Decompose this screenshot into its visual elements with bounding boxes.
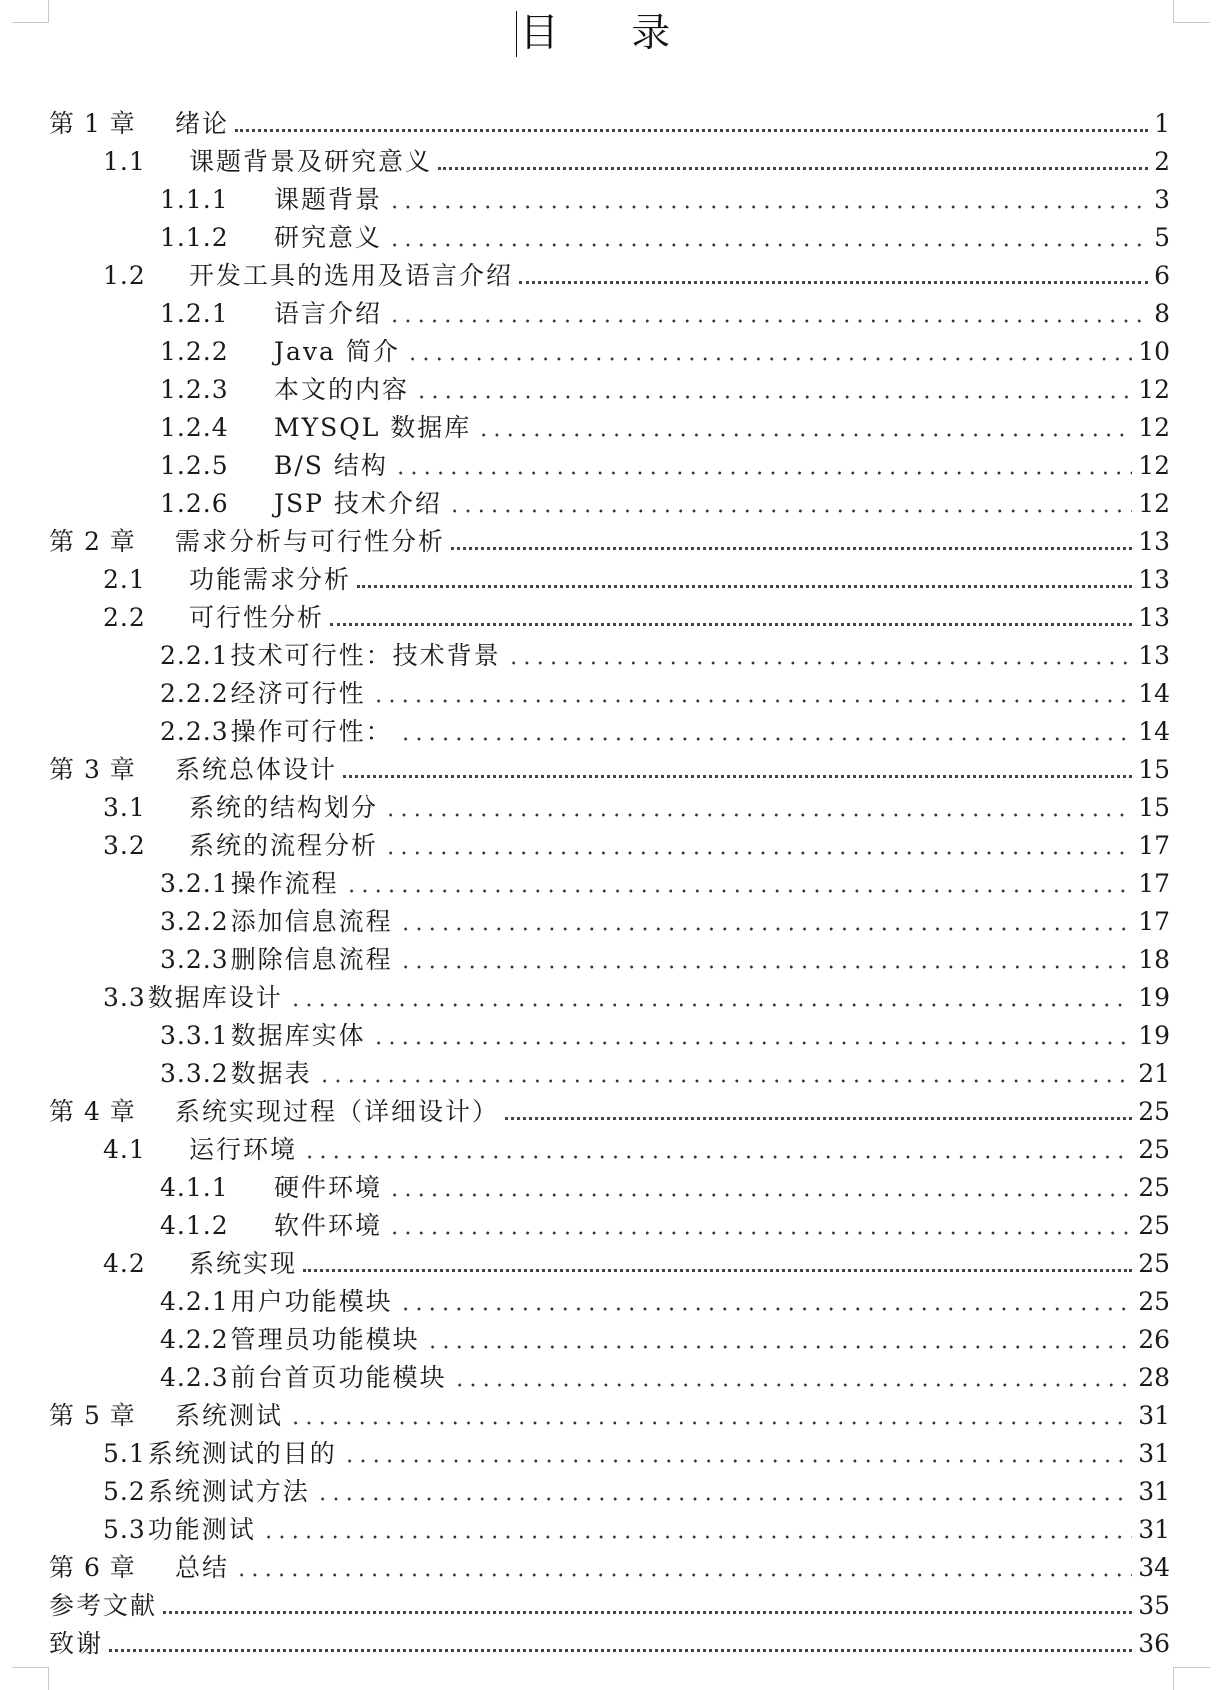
toc-page-number: 21 (1138, 1059, 1170, 1088)
toc-entry-number: 4.1.2 (160, 1211, 229, 1240)
toc-entry-title: 前台首页功能模块 (230, 1363, 447, 1392)
crop-mark-bottom-left (12, 1667, 49, 1690)
toc-entry-title: 总结 (175, 1553, 230, 1582)
toc-page-number: 8 (1154, 299, 1170, 328)
toc-dot-leader (394, 470, 1132, 476)
toc-entry-number: 1.2.2 (160, 337, 229, 366)
toc-entry-title: 开发工具的选用及语言介绍 (189, 261, 514, 290)
toc-entry[interactable] (0, 1508, 1218, 1546)
toc-entry-number: 2.2.2 (160, 679, 229, 708)
toc-entry-title: 数据库设计 (147, 983, 283, 1012)
toc-entry[interactable] (0, 976, 1218, 1014)
toc-entry-number: 1.1.1 (160, 185, 229, 214)
toc-dot-leader (505, 1109, 1132, 1120)
toc-entry-title: 需求分析与可行性分析 (175, 527, 446, 556)
toc-dot-leader (343, 767, 1132, 778)
toc-entry[interactable] (0, 824, 1218, 862)
toc-entry-number: 1.2.3 (160, 375, 229, 404)
toc-entry[interactable] (0, 1280, 1218, 1318)
toc-entry-title: 绪论 (175, 109, 230, 138)
toc-entry-title: 软件环境 (274, 1211, 383, 1240)
toc-entry-title: 删除信息流程 (230, 945, 393, 974)
toc-page-number: 13 (1138, 565, 1170, 594)
toc-page-number: 31 (1138, 1515, 1170, 1544)
toc-dot-leader (388, 1230, 1132, 1236)
page-title-text: 目 录 (519, 11, 701, 56)
toc-page-number: 25 (1138, 1287, 1170, 1316)
toc-entry-title: 数据库实体 (230, 1021, 366, 1050)
toc-entry[interactable] (0, 748, 1218, 786)
toc-dot-leader (477, 432, 1132, 438)
toc-entry[interactable] (0, 1356, 1218, 1394)
toc-entry-number: 1.2.4 (160, 413, 229, 442)
toc-entry-number: 1.1.2 (160, 223, 229, 252)
toc-entry[interactable] (0, 444, 1218, 482)
toc-page-number: 17 (1138, 831, 1170, 860)
toc-entry-title: 运行环境 (189, 1135, 298, 1164)
page-title[interactable] (518, 8, 700, 60)
toc-entry-number: 第 3 章 (49, 755, 136, 784)
toc-entry-title: 操作可行性： (230, 717, 393, 746)
toc-page-number: 15 (1138, 793, 1170, 822)
toc-entry[interactable] (0, 216, 1218, 254)
toc-entry-title: Java 简介 (274, 337, 400, 366)
toc-entry[interactable] (0, 1622, 1218, 1660)
toc-entry-title: 系统的流程分析 (189, 831, 379, 860)
toc-entry-title: 系统测试的目的 (147, 1439, 337, 1468)
toc-entry[interactable] (0, 900, 1218, 938)
toc-entry-title: 参考文献 (49, 1591, 158, 1620)
toc-dot-leader (399, 736, 1133, 742)
toc-entry-number: 3.2.2 (160, 907, 229, 936)
toc-entry-title: 功能需求分析 (189, 565, 352, 594)
toc-entry[interactable] (0, 786, 1218, 824)
toc-page-number: 26 (1138, 1325, 1170, 1354)
toc-entry-title: 操作流程 (230, 869, 339, 898)
toc-entry-title: 功能测试 (147, 1515, 256, 1544)
toc-entry-number: 5.3 (103, 1515, 146, 1544)
toc-page-number: 5 (1154, 223, 1170, 252)
toc-page-number: 15 (1138, 755, 1170, 784)
toc-entry-title: MYSQL 数据库 (274, 413, 472, 442)
toc-dot-leader (163, 1603, 1132, 1614)
toc-page-number: 10 (1138, 337, 1170, 366)
toc-page-number: 34 (1138, 1553, 1170, 1582)
toc-entry-number: 第 4 章 (49, 1097, 136, 1126)
toc-entry[interactable] (0, 1204, 1218, 1242)
toc-entry-number: 3.3.1 (160, 1021, 229, 1050)
toc-entry-number: 2.2 (103, 603, 146, 632)
toc-entry[interactable] (0, 672, 1218, 710)
toc-dot-leader (426, 1344, 1133, 1350)
toc-dot-leader (372, 1040, 1133, 1046)
toc-entry[interactable] (0, 1394, 1218, 1432)
toc-dot-leader (343, 1458, 1132, 1464)
toc-entry-number: 第 1 章 (49, 109, 136, 138)
toc-page-number: 25 (1138, 1249, 1170, 1278)
toc-entry-number: 3.3.2 (160, 1059, 229, 1088)
toc-entry[interactable] (0, 178, 1218, 216)
toc-page-number: 14 (1138, 717, 1170, 746)
toc-entry-number: 1.1 (103, 147, 146, 176)
toc-entry-title: 系统的结构划分 (189, 793, 379, 822)
toc-entry[interactable] (0, 1318, 1218, 1356)
toc-page-number: 31 (1138, 1401, 1170, 1430)
toc-entry[interactable] (0, 140, 1218, 178)
toc-dot-leader (235, 1572, 1132, 1578)
toc-dot-leader (330, 615, 1132, 626)
toc-entry[interactable] (0, 558, 1218, 596)
toc-dot-leader (438, 159, 1148, 170)
toc-dot-leader (303, 1261, 1132, 1272)
toc-page-number: 12 (1138, 413, 1170, 442)
toc-entry-number: 第 6 章 (49, 1553, 136, 1582)
toc-entry[interactable] (0, 1584, 1218, 1622)
toc-page-number: 13 (1138, 603, 1170, 632)
toc-dot-leader (316, 1496, 1132, 1502)
toc-dot-leader (507, 660, 1133, 666)
toc-entry-number: 1.2.1 (160, 299, 229, 328)
toc-dot-leader (235, 121, 1148, 132)
toc-dot-leader (289, 1002, 1132, 1008)
toc-dot-leader (384, 812, 1132, 818)
toc-entry[interactable] (0, 1470, 1218, 1508)
toc-page-number: 25 (1138, 1173, 1170, 1202)
toc-page-number: 12 (1138, 375, 1170, 404)
toc-entry[interactable] (0, 710, 1218, 748)
toc-dot-leader (388, 204, 1148, 210)
toc-page-number: 17 (1138, 907, 1170, 936)
toc-entry-title: 硬件环境 (274, 1173, 383, 1202)
toc-entry-number: 4.2.1 (160, 1287, 229, 1316)
toc-entry-title: 可行性分析 (189, 603, 325, 632)
toc-entry[interactable] (0, 1242, 1218, 1280)
toc-entry-number: 3.2 (103, 831, 146, 860)
toc-entry-title: 系统测试 (175, 1401, 284, 1430)
toc-entry-number: 1.2.6 (160, 489, 229, 518)
toc-page-number: 31 (1138, 1439, 1170, 1468)
toc-entry-number: 1.2 (103, 261, 146, 290)
toc-entry[interactable] (0, 938, 1218, 976)
toc-entry-title: 研究意义 (274, 223, 383, 252)
toc-entry-number: 第 5 章 (49, 1401, 136, 1430)
toc-entry-title: 课题背景及研究意义 (189, 147, 433, 176)
toc-entry[interactable] (0, 1128, 1218, 1166)
toc-entry[interactable] (0, 254, 1218, 292)
toc-page-number: 6 (1154, 261, 1170, 290)
toc-entry-title: 致谢 (49, 1629, 104, 1658)
toc-page-number: 3 (1154, 185, 1170, 214)
toc-page-number: 25 (1138, 1211, 1170, 1240)
toc-entry-title: 添加信息流程 (230, 907, 393, 936)
toc-page-number: 14 (1138, 679, 1170, 708)
toc-entry-number: 4.2.2 (160, 1325, 229, 1354)
toc-entry-title: 经济可行性 (230, 679, 366, 708)
toc-entry-number: 4.2 (103, 1249, 146, 1278)
toc-entry-number: 1.2.5 (160, 451, 229, 480)
toc-entry[interactable] (0, 102, 1218, 140)
toc-dot-leader (357, 577, 1132, 588)
toc-entry-number: 4.2.3 (160, 1363, 229, 1392)
toc-entry-title: 用户功能模块 (230, 1287, 393, 1316)
toc-entry-number: 3.2.1 (160, 869, 229, 898)
toc-entry-number: 2.2.3 (160, 717, 229, 746)
toc-page-number: 12 (1138, 451, 1170, 480)
crop-mark-bottom-right (1173, 1667, 1210, 1690)
toc-dot-leader (451, 539, 1132, 550)
toc-dot-leader (415, 394, 1132, 400)
toc-dot-leader (388, 1192, 1132, 1198)
toc-entry[interactable] (0, 368, 1218, 406)
toc-dot-leader (345, 888, 1133, 894)
toc-entry[interactable] (0, 1090, 1218, 1128)
toc-page-number: 25 (1138, 1097, 1170, 1126)
toc-entry-title: 本文的内容 (274, 375, 410, 404)
toc-entry[interactable] (0, 330, 1218, 368)
toc-page-number: 18 (1138, 945, 1170, 974)
toc-page-number: 12 (1138, 489, 1170, 518)
toc-dot-leader (453, 1382, 1133, 1388)
toc-entry-number: 3.3 (103, 983, 146, 1012)
toc-entry[interactable] (0, 596, 1218, 634)
toc-entry-title: 系统实现过程（详细设计） (175, 1097, 500, 1126)
toc-entry-title: 语言介绍 (274, 299, 383, 328)
toc-page-number: 25 (1138, 1135, 1170, 1164)
toc-entry-title: 管理员功能模块 (230, 1325, 420, 1354)
toc-entry[interactable] (0, 862, 1218, 900)
toc-entry-number: 3.2.3 (160, 945, 229, 974)
toc-dot-leader (318, 1078, 1133, 1084)
toc-dot-leader (399, 964, 1133, 970)
table-of-contents (0, 102, 1218, 1660)
title-area (0, 8, 1218, 60)
toc-entry-title: 系统总体设计 (175, 755, 338, 784)
toc-entry[interactable] (0, 1014, 1218, 1052)
toc-page-number: 35 (1138, 1591, 1170, 1620)
toc-page-number: 13 (1138, 641, 1170, 670)
toc-entry-title: 数据表 (230, 1059, 312, 1088)
toc-dot-leader (388, 242, 1148, 248)
toc-entry[interactable] (0, 482, 1218, 520)
toc-entry-number: 2.1 (103, 565, 146, 594)
toc-page-number: 36 (1138, 1629, 1170, 1658)
toc-page-number: 2 (1154, 147, 1170, 176)
toc-entry-number: 5.1 (103, 1439, 146, 1468)
toc-dot-leader (448, 508, 1132, 514)
toc-page-number: 31 (1138, 1477, 1170, 1506)
toc-entry-title: 系统测试方法 (147, 1477, 310, 1506)
toc-entry[interactable] (0, 1052, 1218, 1090)
toc-entry-title: 系统实现 (189, 1249, 298, 1278)
toc-page-number: 28 (1138, 1363, 1170, 1392)
toc-dot-leader (384, 850, 1132, 856)
toc-entry-title: 课题背景 (274, 185, 383, 214)
toc-entry[interactable] (0, 292, 1218, 330)
toc-dot-leader (372, 698, 1133, 704)
toc-dot-leader (109, 1641, 1132, 1652)
toc-entry[interactable] (0, 520, 1218, 558)
toc-entry-number: 第 2 章 (49, 527, 136, 556)
toc-dot-leader (388, 318, 1148, 324)
toc-entry[interactable] (0, 1166, 1218, 1204)
toc-entry[interactable] (0, 1432, 1218, 1470)
toc-dot-leader (303, 1154, 1132, 1160)
toc-entry-title: JSP 技术介绍 (274, 489, 442, 518)
toc-page-number: 17 (1138, 869, 1170, 898)
toc-dot-leader (519, 273, 1148, 284)
toc-page-number: 19 (1138, 983, 1170, 1012)
toc-dot-leader (406, 356, 1132, 362)
toc-entry-title: B/S 结构 (274, 451, 388, 480)
toc-page-number: 1 (1154, 109, 1170, 138)
toc-entry[interactable] (0, 406, 1218, 444)
toc-page-number: 13 (1138, 527, 1170, 556)
toc-dot-leader (289, 1420, 1132, 1426)
toc-entry-number: 3.1 (103, 793, 146, 822)
toc-entry-number: 4.1 (103, 1135, 146, 1164)
text-cursor (516, 11, 517, 57)
toc-dot-leader (399, 1306, 1133, 1312)
toc-entry-title: 技术可行性：技术背景 (230, 641, 501, 670)
toc-dot-leader (399, 926, 1133, 932)
toc-entry-number: 4.1.1 (160, 1173, 229, 1202)
toc-entry-number: 5.2 (103, 1477, 146, 1506)
toc-entry[interactable] (0, 1546, 1218, 1584)
toc-page-number: 19 (1138, 1021, 1170, 1050)
toc-entry-number: 2.2.1 (160, 641, 229, 670)
toc-entry[interactable] (0, 634, 1218, 672)
toc-dot-leader (262, 1534, 1132, 1540)
